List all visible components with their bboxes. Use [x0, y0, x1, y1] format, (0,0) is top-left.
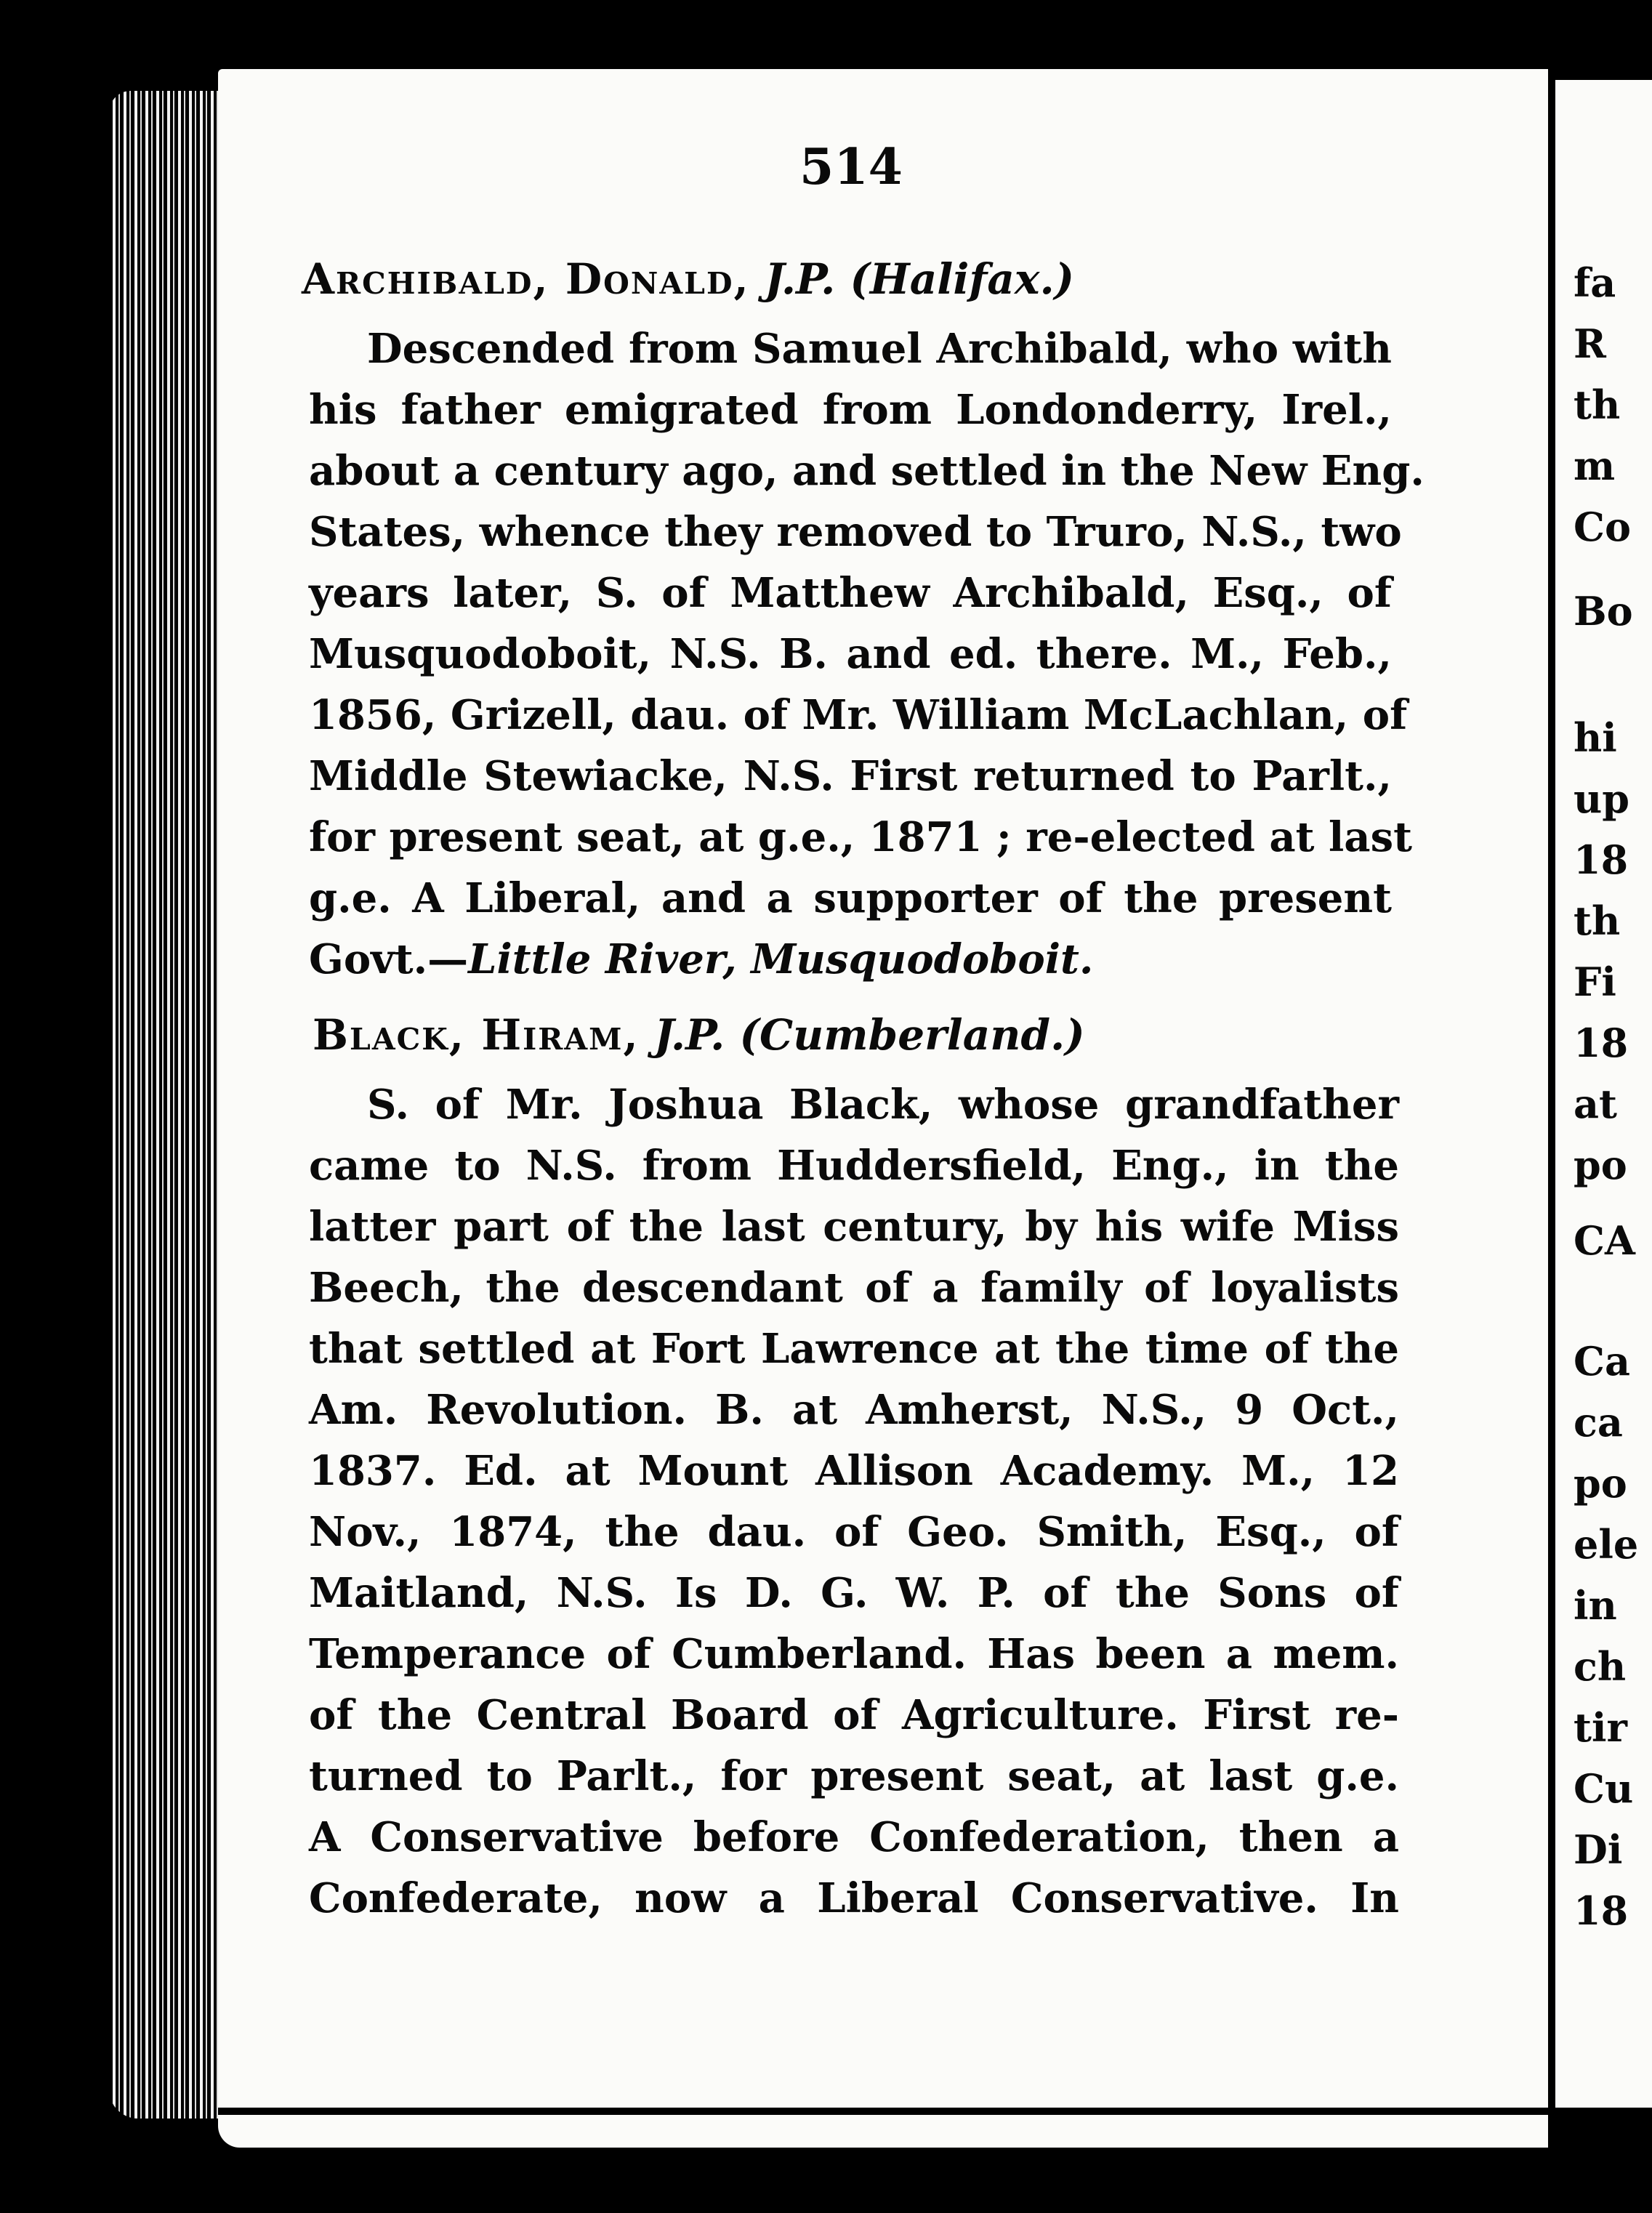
- facing-page-fragment: fa: [1574, 259, 1616, 306]
- entry-text-line: Am. Revolution. B. at Amherst, N.S., 9 Oct.,: [309, 1386, 1399, 1434]
- page-bottom-shadow: [218, 2108, 1548, 2115]
- entry-text-line: Descended from Samuel Archibald, who with: [367, 325, 1392, 373]
- facing-page-fragment: th: [1574, 898, 1621, 944]
- entry-heading-archibald: [302, 254, 1074, 304]
- facing-page-fragment: m: [1574, 443, 1616, 489]
- entry-text-line: turned to Parlt., for present seat, at last g.e.: [309, 1752, 1399, 1800]
- entry-text-line: of the Central Board of Agriculture. First re-: [309, 1691, 1399, 1739]
- facing-page-fragment: Di: [1574, 1826, 1623, 1873]
- entry-title: J.P.: [764, 254, 836, 304]
- entry-text-line: for present seat, at g.e., 1871 ; re-elected at last: [309, 813, 1412, 861]
- page-fore-edge: [109, 91, 225, 2119]
- entry-text-line: A Conservative before Confederation, then a: [309, 1813, 1399, 1861]
- entry-text-line: Musquodoboit, N.S. B. and ed. there. M., Feb.,: [309, 630, 1392, 678]
- facing-page-fragment: Bo: [1574, 588, 1633, 634]
- entry-text-line: 1837. Ed. at Mount Allison Academy. M., 12: [309, 1447, 1399, 1495]
- facing-page-fragment: hi: [1574, 714, 1617, 761]
- entry-text-line: that settled at Fort Lawrence at the time of the: [309, 1325, 1399, 1373]
- entry-text-line: Confederate, now a Liberal Conservative. In: [309, 1874, 1399, 1922]
- entry-text-line: Middle Stewiacke, N.S. First returned to Parlt.,: [309, 752, 1392, 800]
- facing-page-fragment: po: [1574, 1142, 1627, 1188]
- entry-text-line: Nov., 1874, the dau. of Geo. Smith, Esq., of: [309, 1508, 1399, 1556]
- entry-county: (Cumberland.): [739, 1010, 1085, 1060]
- entry-text-line: States, whence they removed to Truro, N.S., two: [309, 508, 1402, 556]
- entry-text-line: years later, S. of Matthew Archibald, Esq., of: [309, 569, 1392, 617]
- entry-text-line: Temperance of Cumberland. Has been a mem.: [309, 1630, 1399, 1678]
- facing-page-fragment: at: [1574, 1081, 1617, 1127]
- entry-text-line: latter part of the last century, by his wife Miss: [309, 1203, 1399, 1251]
- entry-last-line-text: Govt.—: [309, 935, 469, 983]
- facing-page-fragment: Cu: [1574, 1765, 1634, 1812]
- facing-page-fragment: CA: [1574, 1217, 1635, 1264]
- facing-page-fragment: Co: [1574, 504, 1631, 550]
- entry-text-line: Maitland, N.S. Is D. G. W. P. of the Sons of: [309, 1569, 1399, 1617]
- entry-text-line: 1856, Grizell, dau. of Mr. William McLachlan, of: [309, 691, 1408, 739]
- facing-page-fragment: 18: [1574, 837, 1629, 883]
- entry-text-line: g.e. A Liberal, and a supporter of the present: [309, 874, 1392, 922]
- entry-text-line: Beech, the descendant of a family of loyalists: [309, 1264, 1399, 1312]
- facing-page-fragment: ca: [1574, 1399, 1623, 1446]
- entry-text-line: his father emigrated from Londonderry, Irel.,: [309, 386, 1392, 434]
- entry-name: Black, Hiram,: [313, 1010, 640, 1060]
- facing-page-fragment: ch: [1574, 1643, 1627, 1690]
- facing-page-fragment: 18: [1574, 1020, 1629, 1066]
- facing-page-strip: [1555, 80, 1652, 2108]
- entry-county: (Halifax.): [850, 254, 1075, 304]
- facing-page-fragment: tir: [1574, 1704, 1627, 1751]
- facing-page-fragment: 18: [1574, 1887, 1629, 1934]
- facing-page-fragment: ele: [1574, 1521, 1639, 1568]
- page-number: 514: [799, 138, 903, 196]
- facing-page-fragment: po: [1574, 1460, 1627, 1507]
- facing-page-fragment: Ca: [1574, 1338, 1630, 1384]
- facing-page-fragment: Fi: [1574, 959, 1616, 1005]
- entry-heading-black: [313, 1010, 1085, 1060]
- entry-title: J.P.: [653, 1010, 725, 1060]
- entry-text-line: about a century ago, and settled in the New Eng.: [309, 447, 1425, 495]
- facing-page-fragment: up: [1574, 775, 1630, 822]
- entry-address: Little River, Musquodoboit.: [468, 935, 1094, 983]
- facing-page-fragment: R: [1574, 321, 1606, 367]
- entry-text-line: S. of Mr. Joshua Black, whose grandfather: [367, 1081, 1399, 1129]
- entry-name: Archibald, Donald,: [302, 254, 750, 304]
- entry-text-line: came to N.S. from Huddersfield, Eng., in the: [309, 1142, 1399, 1190]
- facing-page-fragment: th: [1574, 382, 1621, 428]
- facing-page-fragment: in: [1574, 1582, 1617, 1629]
- entry-last-line: [309, 929, 1392, 990]
